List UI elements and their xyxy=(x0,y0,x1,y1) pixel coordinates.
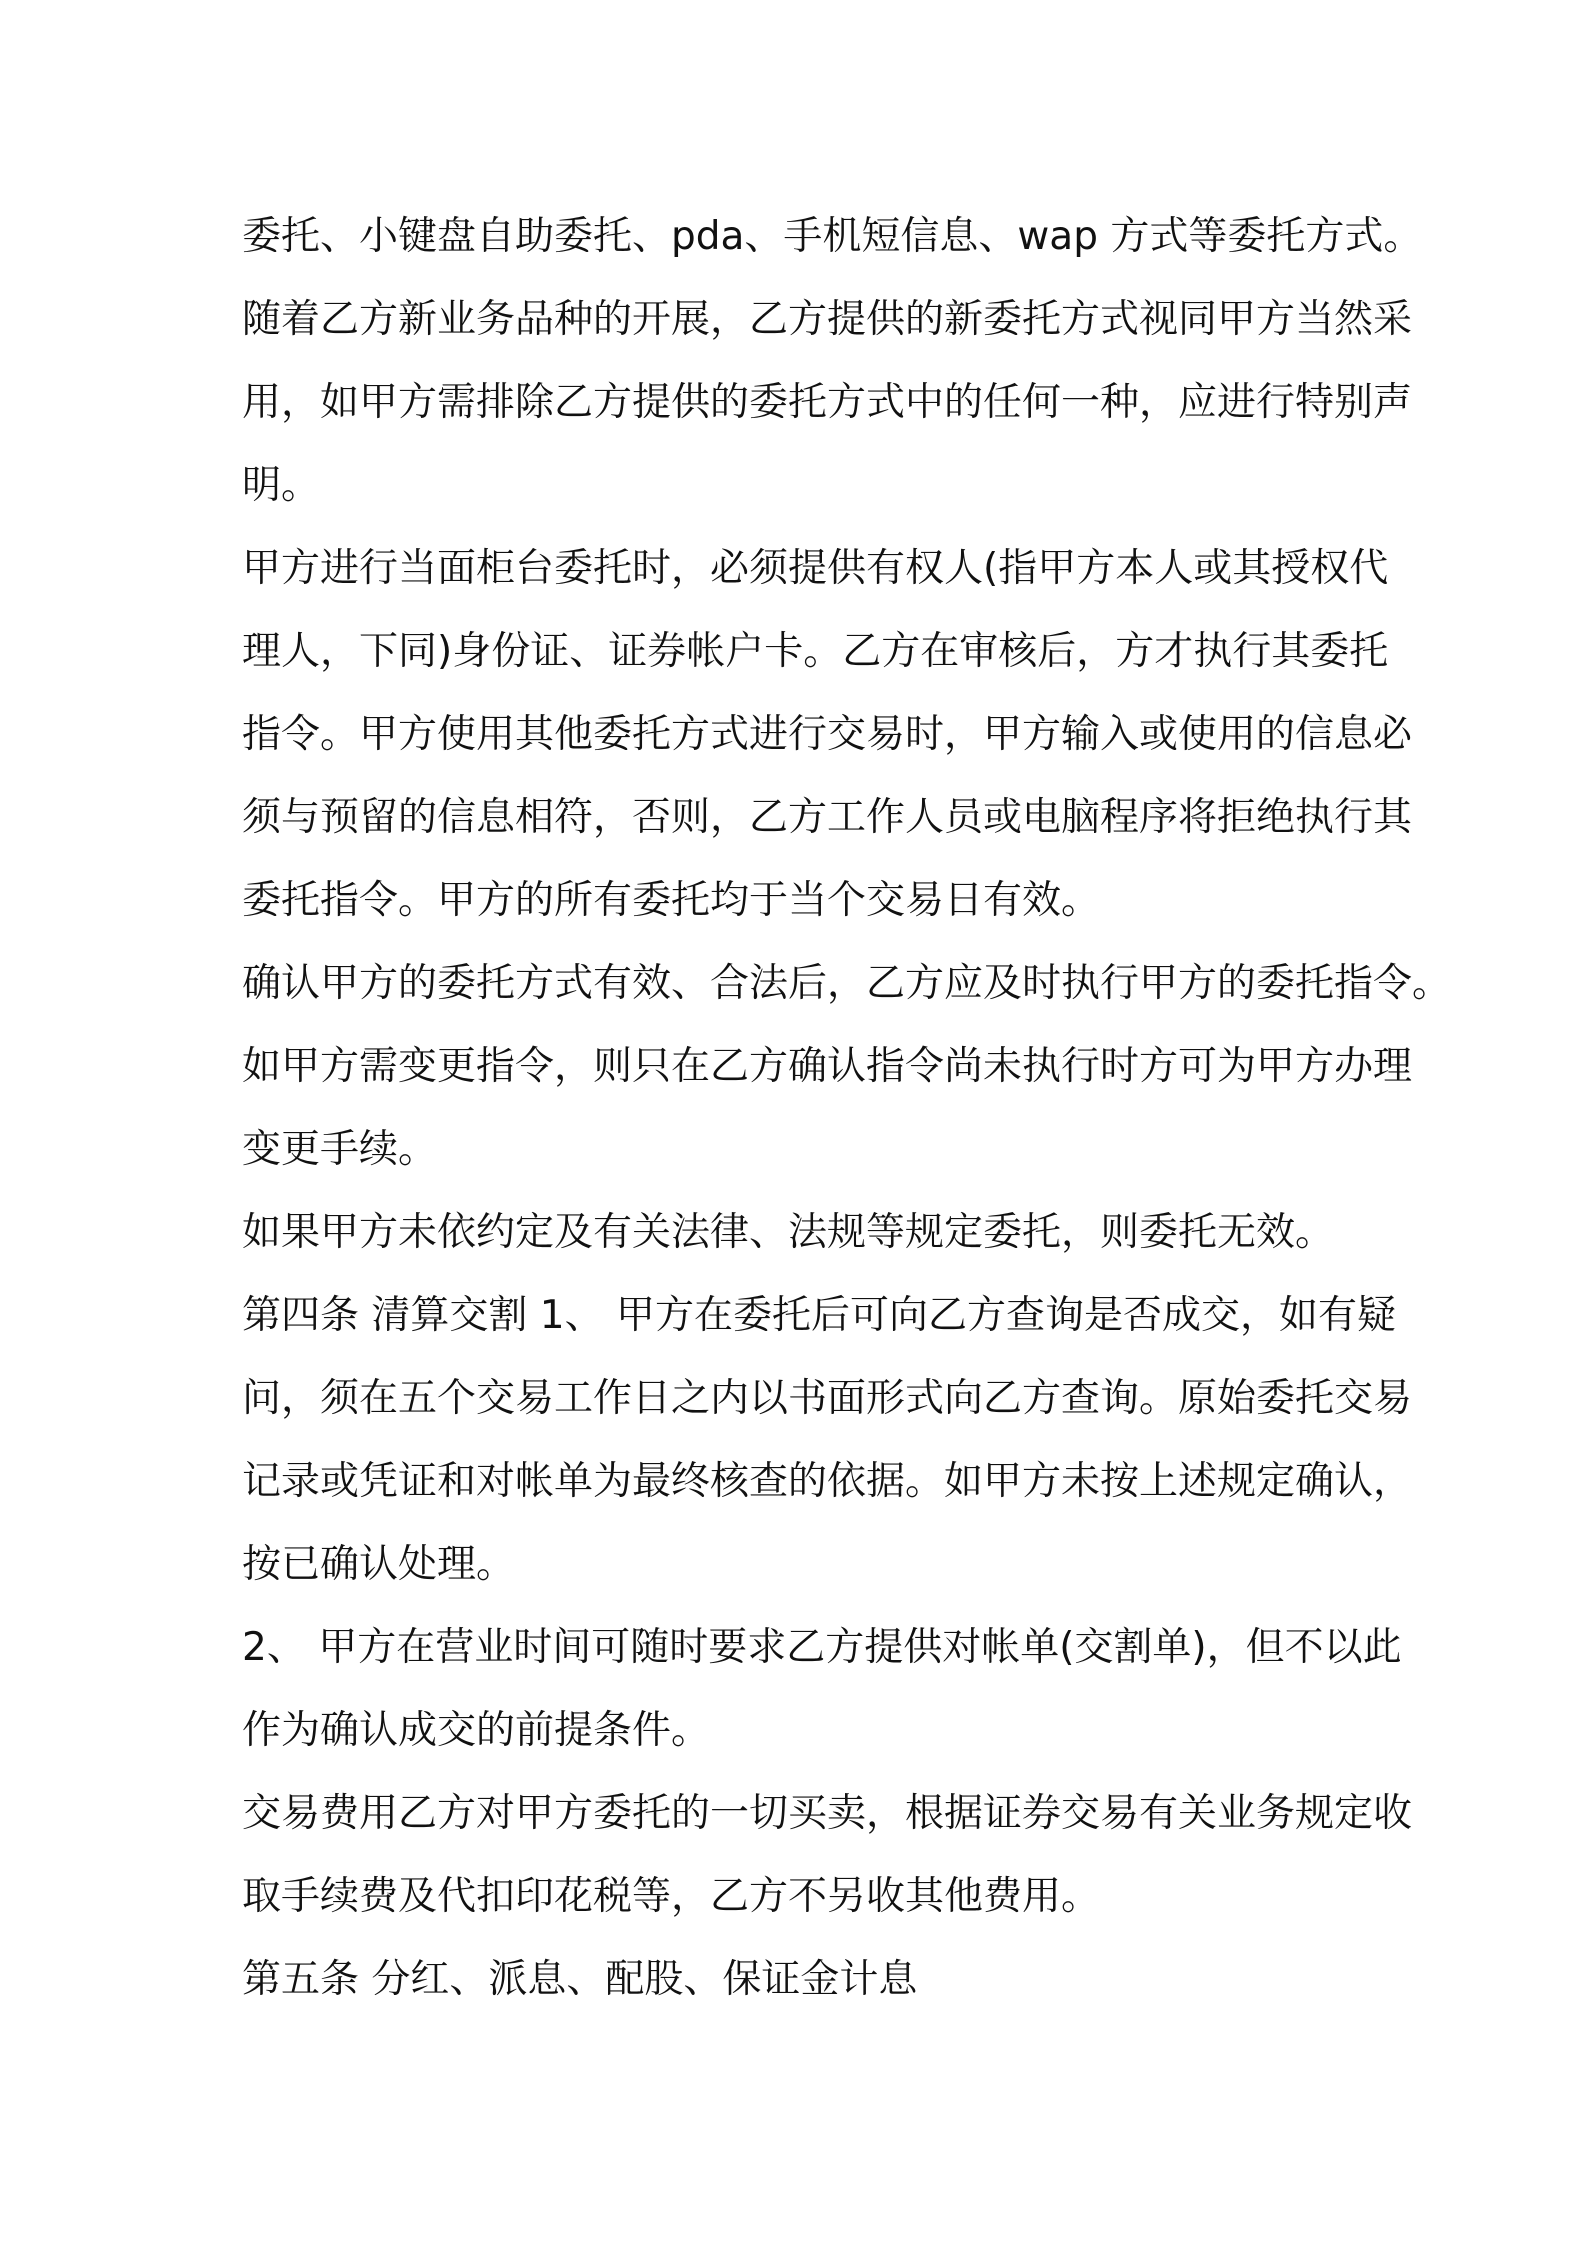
text-line: 委托指令。甲方的所有委托均于当个交易日有效。 xyxy=(242,878,1101,923)
text-line: 确认甲方的委托方式有效、合法后，乙方应及时执行甲方的委托指令。 xyxy=(242,961,1452,1006)
text-line: 委托、小键盘自助委托、pda、手机短信息、wap 方式等委托方式。 xyxy=(242,214,1423,259)
text-line: 变更手续。 xyxy=(242,1127,438,1172)
text-line: 须与预留的信息相符，否则，乙方工作人员或电脑程序将拒绝执行其 xyxy=(242,795,1413,840)
text-line: 取手续费及代扣印花税等，乙方不另收其他费用。 xyxy=(242,1874,1101,1919)
text-line: 如甲方需变更指令，则只在乙方确认指令尚未执行时方可为甲方办理 xyxy=(242,1044,1413,1089)
text-line: 记录或凭证和对帐单为最终核查的依据。如甲方未按上述规定确认， xyxy=(242,1459,1413,1504)
text-line: 如果甲方未依约定及有关法律、法规等规定委托，则委托无效。 xyxy=(242,1210,1335,1255)
text-line: 第四条 清算交割 1、 甲方在委托后可向乙方查询是否成交，如有疑 xyxy=(242,1293,1397,1338)
text-line: 作为确认成交的前提条件。 xyxy=(242,1708,711,1753)
text-line: 2、 甲方在营业时间可随时要求乙方提供对帐单(交割单)，但不以此 xyxy=(242,1625,1402,1670)
text-line: 随着乙方新业务品种的开展，乙方提供的新委托方式视同甲方当然采 xyxy=(242,297,1413,342)
text-line: 明。 xyxy=(242,463,321,508)
text-line: 按已确认处理。 xyxy=(242,1542,516,1587)
text-line: 问，须在五个交易工作日之内以书面形式向乙方查询。原始委托交易 xyxy=(242,1376,1413,1421)
document-body xyxy=(242,195,1452,2021)
text-line: 甲方进行当面柜台委托时，必须提供有权人(指甲方本人或其授权代 xyxy=(242,546,1389,591)
text-line: 指令。甲方使用其他委托方式进行交易时，甲方输入或使用的信息必 xyxy=(242,712,1413,757)
text-line: 第五条 分红、派息、配股、保证金计息 xyxy=(242,1957,918,2002)
text-line: 交易费用乙方对甲方委托的一切买卖，根据证券交易有关业务规定收 xyxy=(242,1791,1413,1836)
text-line: 用，如甲方需排除乙方提供的委托方式中的任何一种，应进行特别声 xyxy=(242,380,1413,425)
text-line: 理人，下同)身份证、证券帐户卡。乙方在审核后，方才执行其委托 xyxy=(242,629,1389,674)
